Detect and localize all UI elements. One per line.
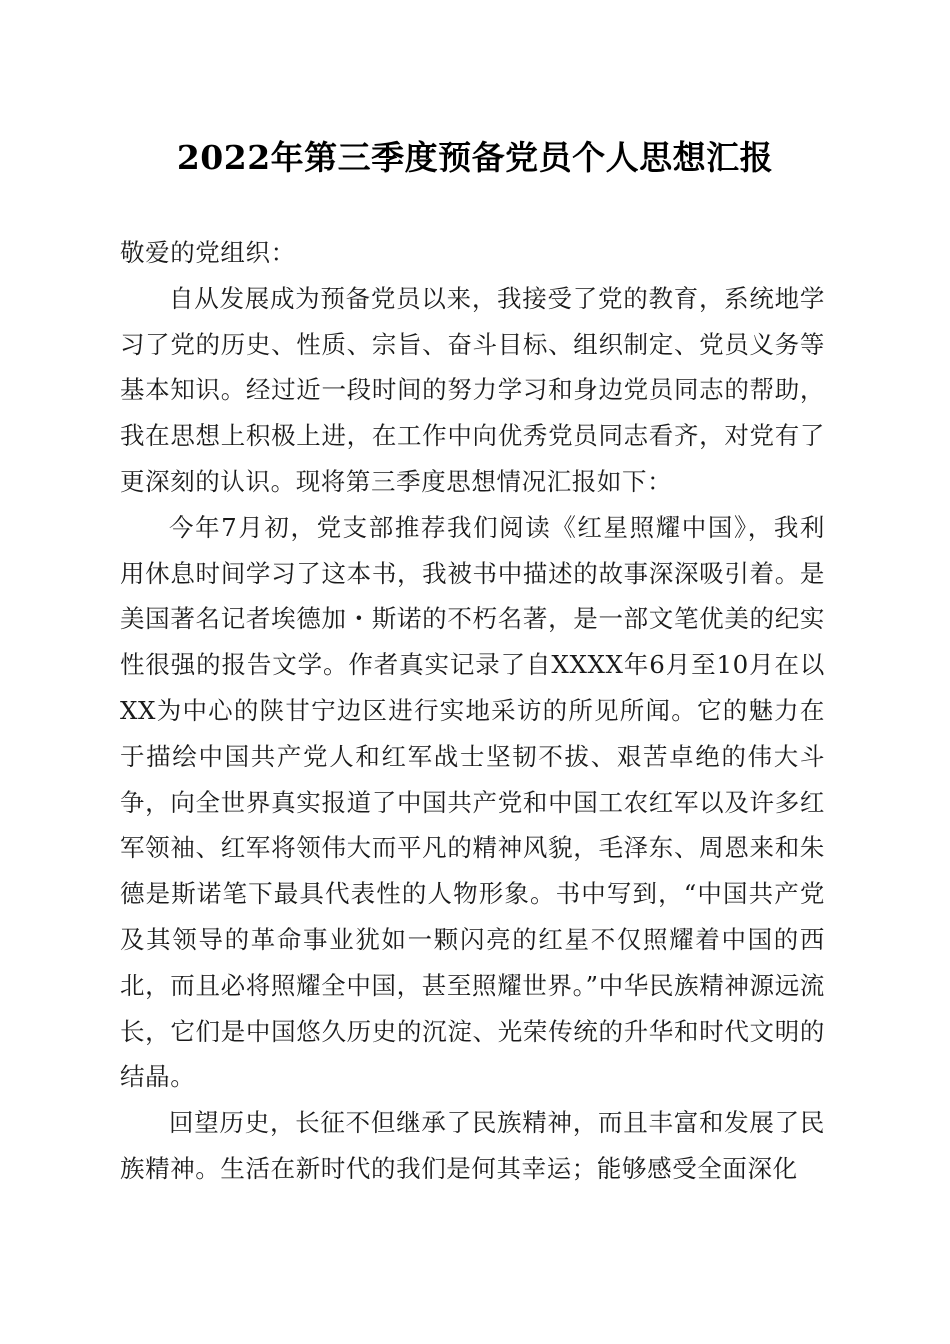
salutation: 敬爱的党组织： xyxy=(120,238,296,267)
paragraph-history: 回望历史，长征不但继承了民族精神，而且丰富和发展了民族精神。生活在新时代的我们是何其幸运；能够感受全面深化 xyxy=(120,1108,825,1183)
paragraph-intro: 自从发展成为预备党员以来，我接受了党的教育，系统地学习了党的历史、性质、宗旨、奋斗目标、组织制定、党员义务等基本知识。经过近一段时间的努力学习和身边党员同志的帮助，我在思想上积极上进，在工作中向优秀党员同志看齐，对党有了更深刻的认识。现将第三季度思想情况汇报如下： xyxy=(120,283,825,496)
document-body xyxy=(120,230,825,1192)
paragraph-book-reading: 今年7月初，党支部推荐我们阅读《红星照耀中国》，我利用休息时间学习了这本书，我被书中描述的故事深深吸引着。是美国著名记者埃德加・斯诺的不朽名著，是一部文笔优美的纪实性很强的报告文学。作者真实记录了自XXXX年6月至10月在以XX为中心的陕甘宁边区进行实地采访的所见所闻。它的魅力在于描绘中国共产党人和红军战士坚韧不拔、艰苦卓绝的伟大斗争，向全世界真实报道了中国共产党和中国工农红军以及许多红军领袖、红军将领伟大而平凡的精神风貌，毛泽东、周恩来和朱德是斯诺笔下最具代表性的人物形象。书中写到，“中国共产党及其领导的革命事业犹如一颗闪亮的红星不仅照耀着中国的西北，而且必将照耀全中国，甚至照耀世界。”中华民族精神源远流长，它们是中国悠久历史的沉淀、光荣传统的升华和时代文明的结晶。 xyxy=(120,512,825,1092)
document-title: 2022年第三季度预备党员个人思想汇报 xyxy=(176,138,774,177)
